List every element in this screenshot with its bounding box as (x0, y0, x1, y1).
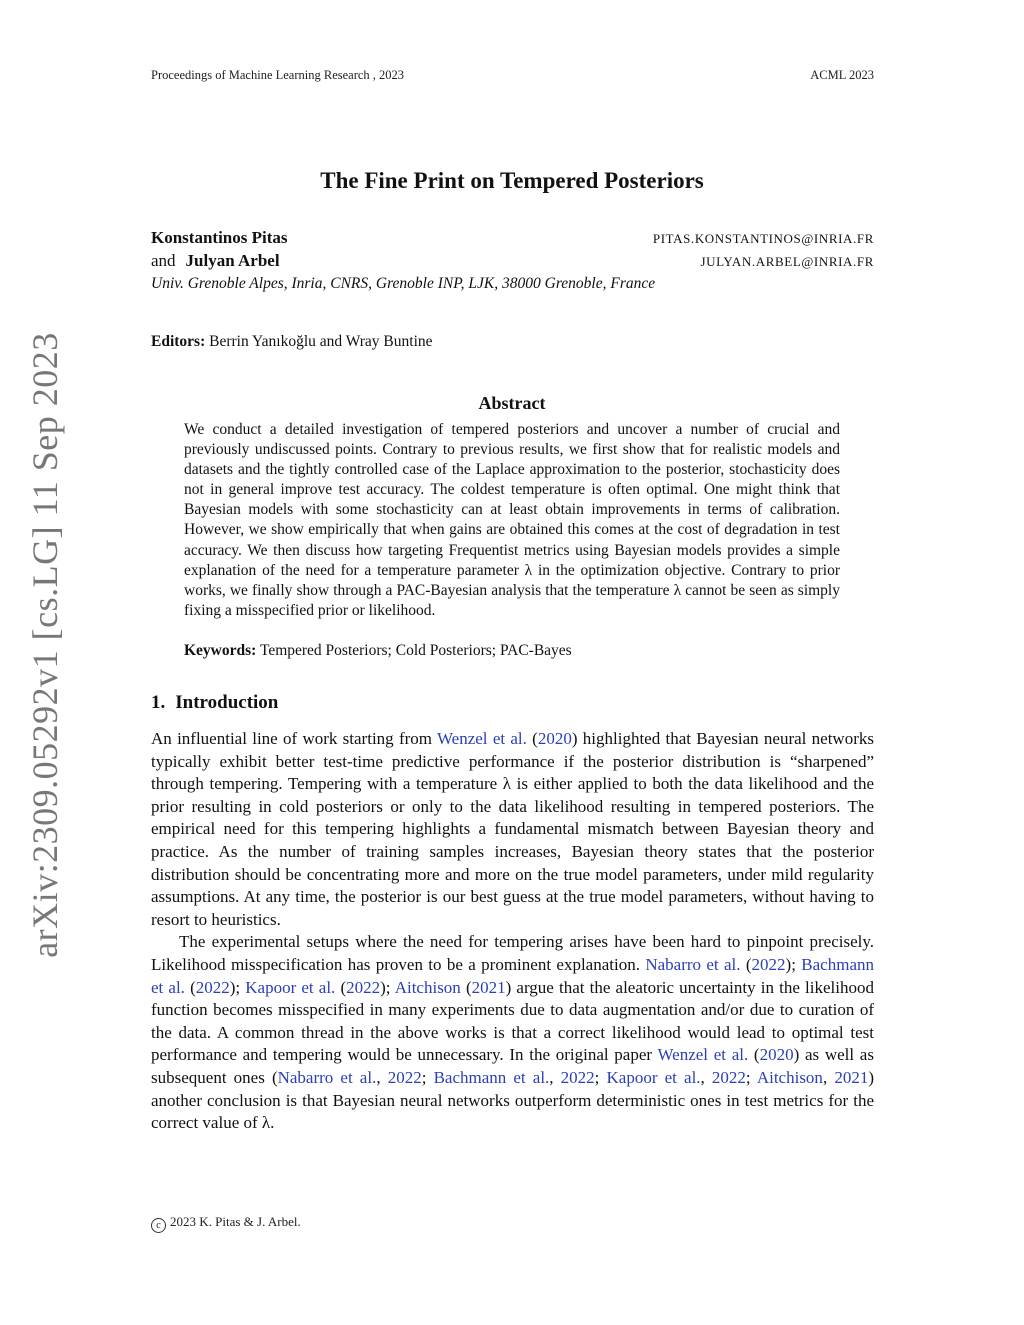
citation-link[interactable]: Aitchison (756, 1067, 823, 1087)
author-row (151, 251, 874, 274)
citation-link[interactable]: Kapoor et al. (606, 1067, 701, 1087)
copyright-text: 2023 K. Pitas & J. Arbel. (170, 1214, 301, 1229)
citation-link[interactable]: Bachmann et al. (433, 1067, 550, 1087)
paragraph (151, 728, 874, 931)
text-run: ) highlighted that Bayesian neural networks typically exhibit better test-time predictive performance if the posterior distribution is “sharpened” through tempering. Tempering with a temperature λ is either applied to both the data likelihood and the prior resulting in cold posteriors or only to the data likelihood resulting in tempered posteriors. The empirical need for this tempering highlights a fundamental mismatch between Bayesian theory and practice. As the number of training samples increases, Bayesian theory states that the posterior distribution should be concentrating more and more on the true model parameters, under mild regularity assumptions. At any time, the posterior is our best guess at the true model parameters, without having to resort to heuristics. (151, 729, 874, 929)
arxiv-stamp (20, 332, 70, 958)
editors-line (151, 333, 433, 351)
running-header-right: ACML 2023 (810, 68, 874, 82)
text-run: ) as well as subsequent ones ( (151, 1045, 874, 1087)
text-run: , (376, 1067, 388, 1087)
text-run: ( (740, 954, 752, 974)
author-block (151, 228, 874, 293)
running-header-left: Proceedings of Machine Learning Research , 2023 (151, 68, 405, 82)
citation-year-link[interactable]: 2022 (195, 977, 230, 997)
citation-link[interactable]: Wenzel et al. (436, 729, 527, 748)
citation-year-link[interactable]: 2020 (759, 1045, 794, 1065)
citation-link[interactable]: Nabarro et al. (645, 954, 741, 974)
abstract-text: We conduct a detailed investigation of tempered posteriors and uncover a number of crucial and previously undiscussed points. Contrary to previous results, we first show that for realistic models and datasets and the tightly controlled case of the Laplace approximation to the posterior, stochasticity does not in general improve test accuracy. The coldest temperature is often optimal. One might think that Bayesian models with some stochasticity can at least obtain improvements in terms of calibration. However, we show empirically that when gains are obtained this comes at the cost of degradation in test accuracy. We then discuss how targeting Frequentist metrics using Bayesian models provides a simple explanation of the need for a temperature parameter λ in the optimization objective. Contrary to prior works, we finally show through a PAC-Bayesian analysis that the temperature λ cannot be seen as simply fixing a misspecified prior or likelihood. (184, 421, 840, 619)
author-name: Julyan Arbel (185, 251, 280, 270)
editors-label: Editors: (151, 333, 206, 350)
author-row (151, 228, 874, 251)
section-title: Introduction (175, 692, 279, 713)
section-number: 1. (151, 692, 166, 713)
text-run: ; (421, 1067, 434, 1087)
text-run: ; (594, 1067, 607, 1087)
text-run: , (822, 1067, 835, 1087)
copyright-icon: c (151, 1218, 166, 1233)
author-email[interactable]: PITAS.KONSTANTINOS@INRIA.FR (652, 231, 874, 246)
author-name-wrapper (151, 228, 288, 248)
text-run: ); (785, 954, 802, 974)
citation-link[interactable]: Bachmann et al. (151, 954, 874, 997)
citation-year-link[interactable]: 2022 (711, 1067, 746, 1087)
text-run: ) another conclusion is that Bayesian neural networks outperform deterministic ones in test metrics for the correct value of λ. (151, 1067, 874, 1133)
text-run: ( (748, 1045, 760, 1065)
text-run: The experimental setups where the need for tempering arises have been hard to pinpoint precisely. Likelihood misspecification has proven to be a prominent explanation. (151, 932, 874, 974)
text-run: , (549, 1067, 561, 1087)
citation-link[interactable]: Kapoor et al. (245, 977, 336, 997)
running-header (151, 68, 874, 83)
text-run: ) argue that the aleatoric uncertainty in the likelihood function becomes misspecified in many experiments due to data augmentation and/or due to curation of the data. A common thread in the above works is that a correct likelihood would lead to optimal test performance and tempering would be unnecessary. In the original paper (151, 977, 874, 1065)
citation-year-link[interactable]: 2022 (346, 977, 381, 997)
copyright-footer (151, 1214, 301, 1233)
text-run: , (700, 1067, 712, 1087)
section-body (151, 728, 874, 1135)
paragraph (151, 931, 874, 1134)
citation-year-link[interactable]: 2022 (387, 1067, 422, 1087)
text-run: ( (184, 977, 196, 997)
text-run: An influential line of work starting from (151, 729, 437, 748)
citation-link[interactable]: Nabarro et al. (277, 1067, 377, 1087)
text-run: ); (380, 977, 395, 997)
keywords-line (184, 642, 840, 660)
arxiv-identifier: arXiv:2309.05292v1 [cs.LG] 11 Sep 2023 (25, 332, 65, 958)
paper-title: The Fine Print on Tempered Posteriors (320, 168, 704, 193)
citation-link[interactable]: Aitchison (394, 977, 461, 997)
citation-year-link[interactable]: 2021 (471, 977, 506, 997)
citation-year-link[interactable]: 2022 (560, 1067, 595, 1087)
abstract-heading: Abstract (478, 393, 546, 413)
editors-names: Berrin Yanıkoğlu and Wray Buntine (209, 333, 433, 350)
text-run: ( (526, 729, 538, 748)
author-conjunction: and (151, 251, 176, 270)
keywords-text: Tempered Posteriors; Cold Posteriors; PAC-Bayes (259, 642, 572, 659)
citation-link[interactable]: Wenzel et al. (657, 1045, 749, 1065)
keywords-label: Keywords: (184, 642, 257, 659)
author-name-wrapper (151, 251, 280, 271)
text-run: ; (745, 1067, 757, 1087)
section-heading (151, 692, 278, 714)
affiliation: Univ. Grenoble Alpes, Inria, CNRS, Grenoble INP, LJK, 38000 Grenoble, France (151, 275, 656, 292)
citation-year-link[interactable]: 2020 (537, 729, 572, 748)
citation-year-link[interactable]: 2022 (751, 954, 786, 974)
citation-year-link[interactable]: 2021 (834, 1067, 869, 1087)
author-name: Konstantinos Pitas (151, 228, 288, 247)
author-email[interactable]: JULYAN.ARBEL@INRIA.FR (700, 254, 874, 269)
text-run: ( (335, 977, 347, 997)
text-run: ); (229, 977, 246, 997)
text-run: ( (460, 977, 472, 997)
